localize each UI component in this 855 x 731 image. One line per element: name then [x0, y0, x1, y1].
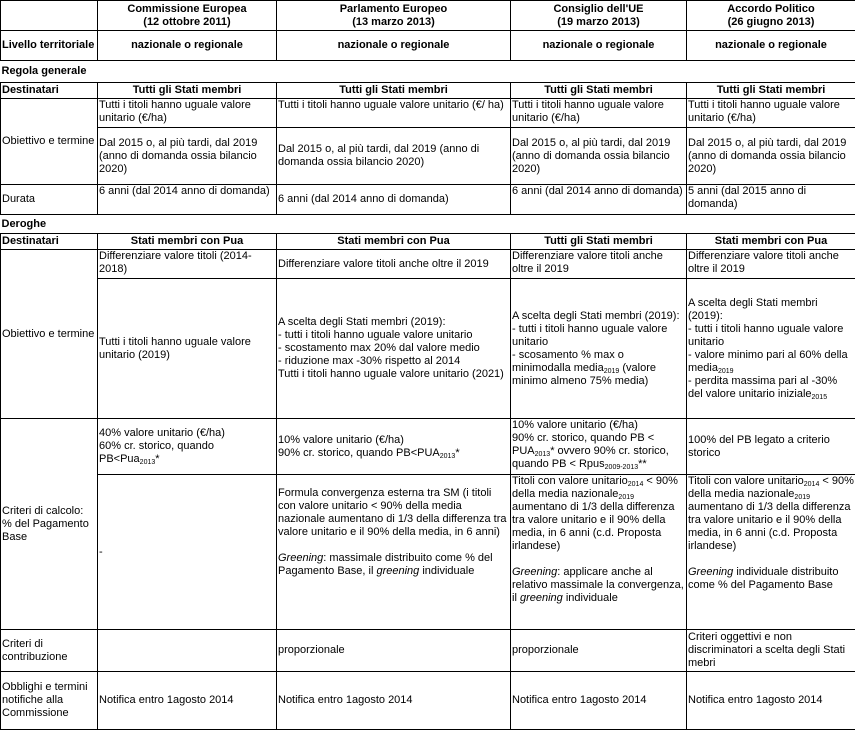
obiettivo-label: Obiettivo e termine [1, 99, 98, 185]
destinatari-value: Tutti gli Stati membri [511, 83, 687, 99]
termine-cell: A scelta degli Stati membri (2019): - tutti i titoli hanno uguale valore unitario - scosamento % max o minimodalla media$_{2019}$ (valore minimo almeno 75% media) [511, 279, 687, 419]
obiettivo-cell: Tutti i titoli hanno uguale valore unitario (€/ha) [511, 99, 687, 128]
durata-cell: 6 anni (dal 2014 anno di domanda) [511, 185, 687, 215]
destinatari-value: Tutti gli Stati membri [277, 83, 511, 99]
regola-durata-row [1, 185, 855, 215]
termine-cell: Dal 2015 o, al più tardi, dal 2019 (anno di domanda ossia bilancio 2020) [511, 128, 687, 185]
column-header-accordo: Accordo Politico (26 giugno 2013) [687, 1, 855, 31]
obiettivo-label: Obiettivo e termine [1, 250, 98, 419]
destinatari-value: Stati membri con Pua [98, 234, 277, 250]
destinatari-label: Destinatari [1, 83, 98, 99]
section-row-regola [1, 61, 855, 83]
criteri-cell: 10% valore unitario (€/ha) 90% cr. storico, quando $PB<PUA_{2013}*$ [277, 419, 511, 475]
section-title-deroghe: Deroghe [1, 215, 855, 234]
durata-cell: 6 anni (dal 2014 anno di domanda) [277, 185, 511, 215]
destinatari-value: Tutti gli Stati membri [511, 234, 687, 250]
obiettivo-cell: Differenziare valore titoli anche oltre il 2019 [687, 250, 855, 279]
criteri-cell: 10% valore unitario (€/ha) 90% cr. storico, quando PB < $PUA_{2013}*$ ovvero 90% cr. storico, quando PB < Rpus$_{2009-2013}$** [511, 419, 687, 475]
criteri-cell: Formula convergenza esterna tra SM (i titoli con valore unitario < 90% della media nazionale aumentano di 1/3 della differenza tra valore unitario e il 90% della media, in 6 anni) Greening: massimale distribuito come % del Pagamento Base, il greening individuale [277, 475, 511, 630]
criteri-cell: - [98, 475, 277, 630]
obiettivo-cell: Tutti i titoli hanno uguale valore unitario (€/ha) [687, 99, 855, 128]
obiettivo-cell: Differenziare valore titoli anche oltre il 2019 [511, 250, 687, 279]
obblighi-cell: Notifica entro 1agosto 2014 [511, 672, 687, 730]
deroghe-destinatari-row [1, 234, 855, 250]
section-title-regola: Regola generale [1, 61, 855, 83]
column-header-consiglio: Consiglio dell'UE (19 marzo 2013) [511, 1, 687, 31]
termine-cell: Dal 2015 o, al più tardi, dal 2019 (anno di domanda ossia bilancio 2020) [687, 128, 855, 185]
termine-cell: Tutti i titoli hanno uguale valore unitario (2019) [98, 279, 277, 419]
deroghe-obiettivo-row-b [1, 279, 855, 419]
destinatari-value: Tutti gli Stati membri [98, 83, 277, 99]
livello-value: nazionale o regionale [98, 31, 277, 61]
obiettivo-cell: Tutti i titoli hanno uguale valore unitario (€/ha) [98, 99, 277, 128]
contribuzione-cell: Criteri oggettivi e non discriminatori a scelta degli Stati mebri [687, 630, 855, 672]
criteri-cell: Titoli con valore unitario$_{2014}$ < 90% della media nazionale$_{2019}$ aumentano di 1/3 della differenza tra valore unitario e il 90% della media, in 6 anni (c.d. Proposta irlandese) Greening individuale distribuito come % del Pagamento Base [687, 475, 855, 630]
destinatari-label: Destinatari [1, 234, 98, 250]
termine-cell: A scelta degli Stati membri (2019): - tutti i titoli hanno uguale valore unitario - valore minimo pari al 60% della media$_{2019}$ - perdita massima pari al -30% del valore unitario iniziale$_{2015}$ [687, 279, 855, 419]
livello-value: nazionale o regionale [511, 31, 687, 61]
durata-cell: 6 anni (dal 2014 anno di domanda) [98, 185, 277, 215]
criteri-cell: Titoli con valore unitario$_{2014}$ < 90% della media nazionale$_{2019}$ aumentano di 1/3 della differenza tra valore unitario e il 90% della media, in 6 anni (c.d. Proposta irlandese) Greening: applicare anche al relativo massimale la convergenza, il greening individuale [511, 475, 687, 630]
column-header-parlamento: Parlamento Europeo (13 marzo 2013) [277, 1, 511, 31]
contribuzione-cell: proporzionale [511, 630, 687, 672]
obblighi-cell: Notifica entro 1agosto 2014 [277, 672, 511, 730]
livello-value: nazionale o regionale [687, 31, 855, 61]
contribuzione-row [1, 630, 855, 672]
criteri-label: Criteri di calcolo: % del Pagamento Base [1, 419, 98, 630]
durata-cell: 5 anni (dal 2015 anno di domanda) [687, 185, 855, 215]
obblighi-row [1, 672, 855, 730]
destinatari-value: Stati membri con Pua [277, 234, 511, 250]
durata-label: Durata [1, 185, 98, 215]
livello-row [1, 31, 855, 61]
livello-label: Livello territoriale [1, 31, 98, 61]
destinatari-value: Tutti gli Stati membri [687, 83, 855, 99]
header-row [1, 1, 855, 31]
criteri-cell: 40% valore unitario (€/ha) 60% cr. storico, quando PB<Pua$_{2013}$* [98, 419, 277, 475]
regola-destinatari-row [1, 83, 855, 99]
obblighi-label: Obblighi e termini notifiche alla Commissione [1, 672, 98, 730]
obiettivo-cell: Differenziare valore titoli (2014-2018) [98, 250, 277, 279]
termine-cell: Dal 2015 o, al più tardi, dal 2019 (anno di domanda ossia bilancio 2020) [277, 128, 511, 185]
obiettivo-cell: Tutti i titoli hanno uguale valore unitario (€/ ha) [277, 99, 511, 128]
section-row-deroghe [1, 215, 855, 234]
destinatari-value: Stati membri con Pua [687, 234, 855, 250]
criteri-cell: 100% del PB legato a criterio storico [687, 419, 855, 475]
termine-cell: A scelta degli Stati membri (2019): - tutti i titoli hanno uguale valore unitario - scostamento max 20% dal valore medio - riduzione max -30% rispetto al 2014 Tutti i titoli hanno uguale valore unitario (2021) [277, 279, 511, 419]
obblighi-cell: Notifica entro 1agosto 2014 [98, 672, 277, 730]
livello-value: nazionale o regionale [277, 31, 511, 61]
criteri-row-a [1, 419, 855, 475]
contribuzione-label: Criteri di contribuzione [1, 630, 98, 672]
contribuzione-cell: proporzionale [277, 630, 511, 672]
contribuzione-cell [98, 630, 277, 672]
deroghe-obiettivo-row-a [1, 250, 855, 279]
column-header-commissione: Commissione Europea (12 ottobre 2011) [98, 1, 277, 31]
regola-obiettivo-row-a [1, 99, 855, 128]
obiettivo-cell: Differenziare valore titoli anche oltre il 2019 [277, 250, 511, 279]
regola-obiettivo-row-b [1, 128, 855, 185]
criteri-row-b [1, 475, 855, 630]
header-corner [1, 1, 98, 31]
obblighi-cell: Notifica entro 1agosto 2014 [687, 672, 855, 730]
termine-cell: Dal 2015 o, al più tardi, dal 2019 (anno di domanda ossia bilancio 2020) [98, 128, 277, 185]
